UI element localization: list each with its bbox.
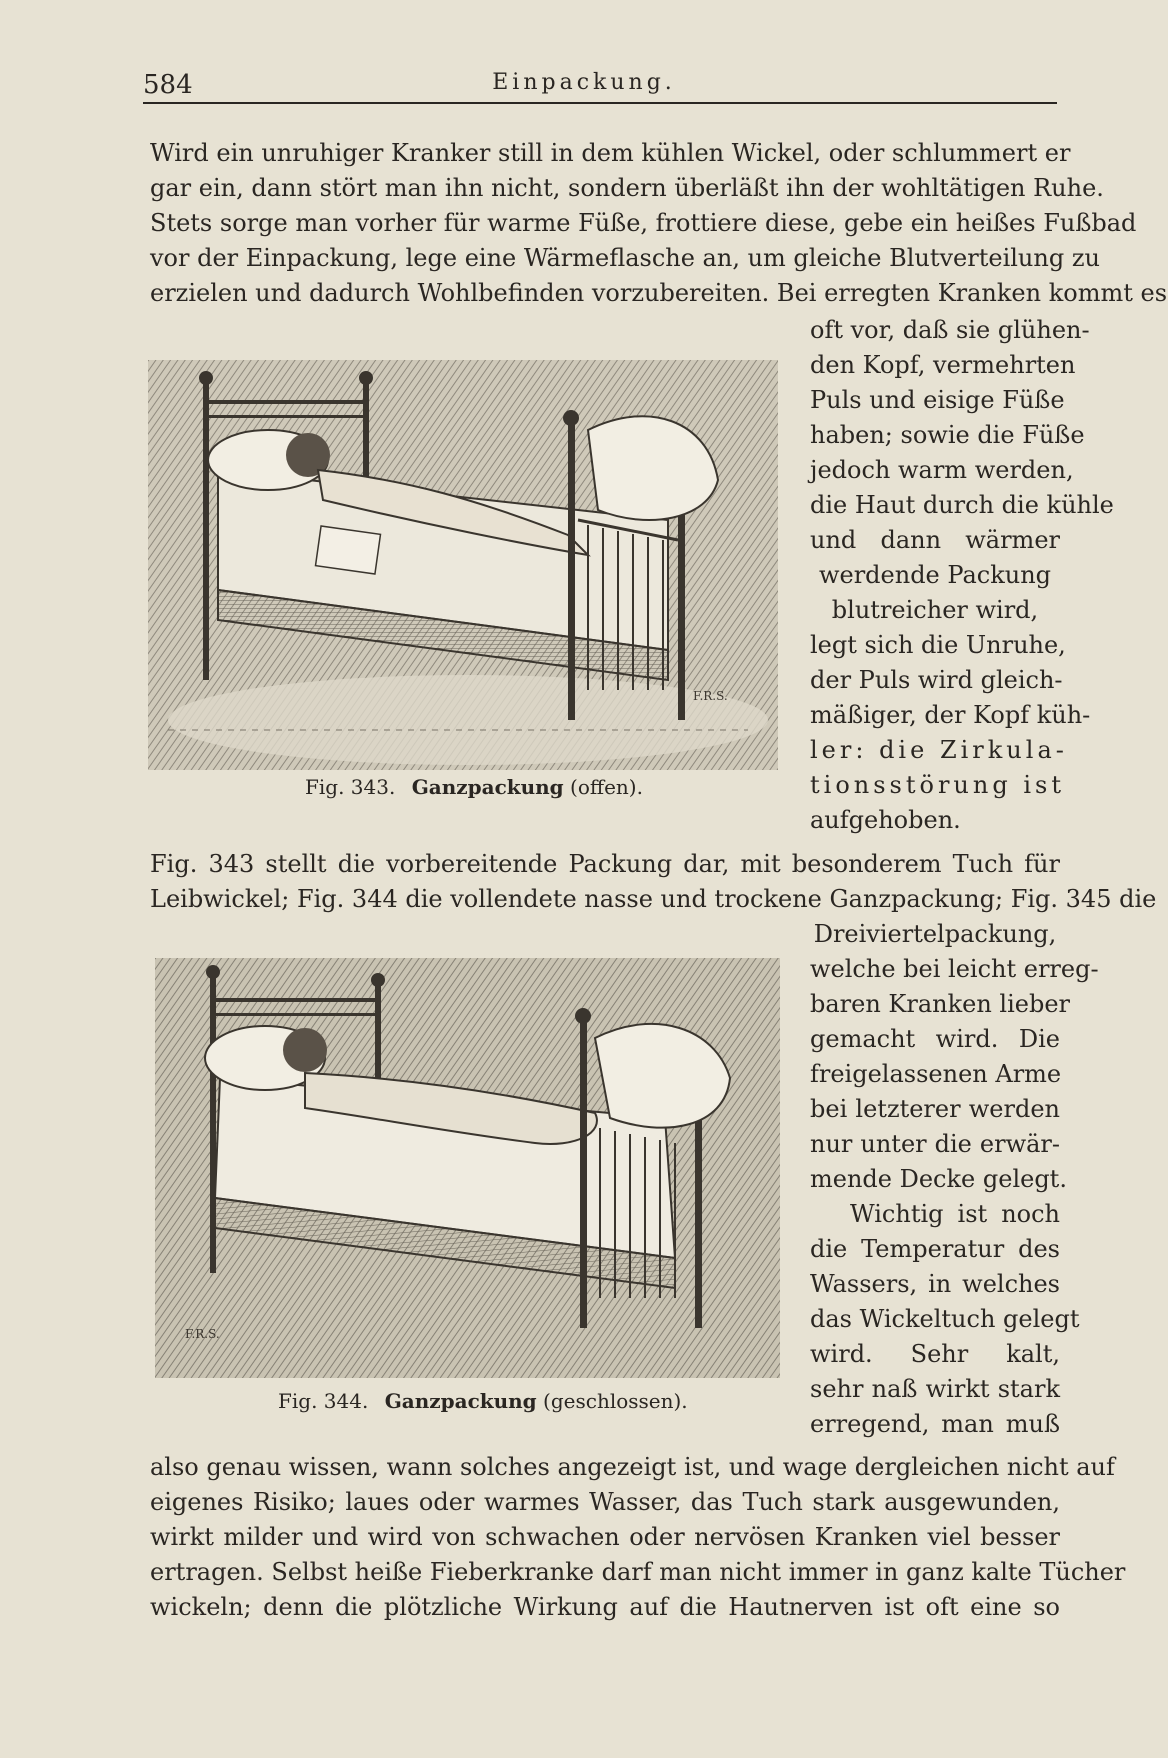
text-line: wirkt milder und wird von schwachen oder nervösen Kranken viel besser — [150, 1523, 1060, 1551]
side-text-line: die Temperatur des — [810, 1235, 1060, 1263]
side-text-line: sehr naß wirkt stark — [810, 1375, 1060, 1403]
side-text-line: jedoch warm werden, — [810, 456, 1074, 484]
text-line: vor der Einpackung, lege eine Wärmeflasche an, um gleiche Blutverteilung zu — [150, 244, 1100, 272]
text-line: gar ein, dann stört man ihn nicht, sondern überläßt ihn der wohltätigen Ruhe. — [150, 174, 1104, 202]
text-line: ertragen. Selbst heiße Fieberkranke darf man nicht immer in ganz kalte Tücher — [150, 1558, 1126, 1586]
side-text-line: mäßiger, der Kopf küh- — [810, 701, 1091, 729]
figure-343-illustration — [148, 360, 778, 770]
text-line: eigenes Risiko; laues oder warmes Wasser, das Tuch stark ausgewunden, — [150, 1488, 1060, 1516]
side-text-line: der Puls wird gleich- — [810, 666, 1063, 694]
side-text-line: haben; sowie die Füße — [810, 421, 1085, 449]
side-text-line: Wassers, in welches — [810, 1270, 1060, 1298]
side-text-line: Puls und eisige Füße — [810, 386, 1065, 414]
caption-note: (offen). — [570, 775, 643, 799]
side-text-line: Dreiviertelpackung, — [813, 920, 1057, 948]
side-text-line: bei letzterer werden — [810, 1095, 1060, 1123]
text-line: Wird ein unruhiger Kranker still in dem kühlen Wickel, oder schlummert er — [150, 139, 1071, 167]
figure-344-illustration — [155, 958, 780, 1378]
side-text-line: freigelassenen Arme — [810, 1060, 1062, 1088]
text-line: also genau wissen, wann solches angezeigt ist, und wage dergleichen nicht auf — [150, 1453, 1115, 1481]
side-text-line: das Wickeltuch gelegt — [810, 1305, 1080, 1333]
side-text-line: und dann wärmer — [810, 526, 1060, 554]
text-line: wickeln; denn die plötzliche Wirkung auf die Hautnerven ist oft eine so — [150, 1593, 1060, 1621]
text-line: Leibwickel; Fig. 344 die vollendete nasse und trockene Ganzpackung; Fig. 345 die — [150, 885, 1157, 913]
caption-title: Ganzpackung — [411, 775, 564, 799]
side-text-line: gemacht wird. Die — [810, 1025, 1060, 1053]
caption-note: (geschlossen). — [543, 1389, 688, 1413]
text-line: Fig. 343 stellt die vorbereitende Packung dar, mit besonderem Tuch für — [150, 850, 1060, 878]
side-text-line: erregend, man muß — [810, 1410, 1060, 1438]
side-text-line: wird. Sehr kalt, — [810, 1340, 1060, 1368]
bed-open-engraving — [148, 360, 778, 770]
side-text-line: ler: die Zirkula- — [810, 736, 1068, 764]
side-text-line: mende Decke gelegt. — [810, 1165, 1067, 1193]
artist-signature: F.R.S. — [185, 1327, 220, 1341]
text-line: erzielen und dadurch Wohlbefinden vorzubereiten. Bei erregten Kranken kommt es — [150, 279, 1168, 307]
side-text-line: tionsstörung ist — [810, 771, 1065, 799]
caption-number: Fig. 344. — [278, 1389, 369, 1413]
text-line: Stets sorge man vorher für warme Füße, frottiere diese, gebe ein heißes Fußbad — [150, 209, 1137, 237]
bed-closed-engraving — [155, 958, 780, 1378]
running-title: Einpackung. — [492, 70, 676, 95]
figure-344-caption — [278, 1389, 688, 1413]
side-text-line: baren Kranken lieber — [810, 990, 1071, 1018]
figure-343-caption — [305, 775, 643, 799]
side-text-line: den Kopf, vermehrten — [810, 351, 1076, 379]
artist-signature: F.R.S. — [693, 689, 728, 703]
side-text-line: werdende Packung — [818, 561, 1052, 589]
side-text-line: oft vor, daß sie glühen- — [810, 316, 1090, 344]
caption-number: Fig. 343. — [305, 775, 396, 799]
page-number: 584 — [143, 70, 193, 100]
side-text-line: welche bei leicht erreg- — [810, 955, 1099, 983]
side-text-line: Wichtig ist noch — [850, 1200, 1060, 1228]
side-text-line: die Haut durch die kühle — [810, 491, 1114, 519]
side-text-line: nur unter die erwär- — [810, 1130, 1060, 1158]
caption-title: Ganzpackung — [384, 1389, 537, 1413]
side-text-line: legt sich die Unruhe, — [810, 631, 1066, 659]
side-text-line: blutreicher wird, — [831, 596, 1039, 624]
header-rule — [143, 102, 1057, 104]
side-text-line: aufgehoben. — [810, 806, 961, 834]
